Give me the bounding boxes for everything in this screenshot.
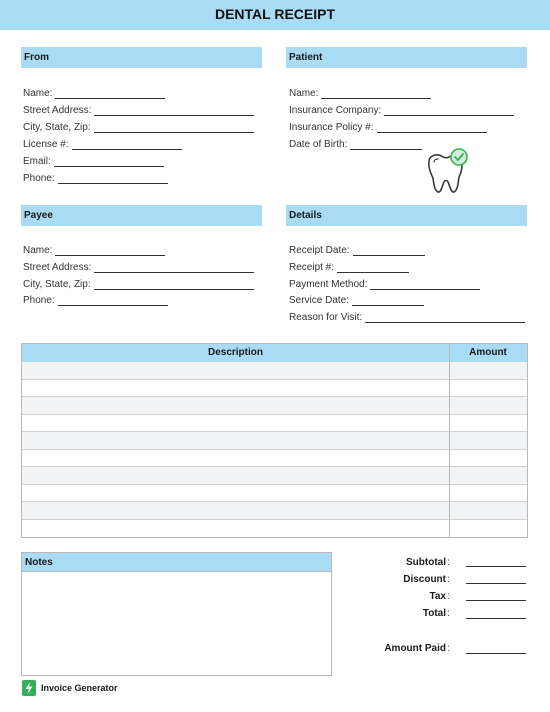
discount-colon: :: [447, 574, 450, 585]
payee-name-field[interactable]: [23, 244, 165, 258]
patient-name-field[interactable]: [289, 87, 431, 101]
patient-policy-field[interactable]: [289, 121, 487, 135]
table-row[interactable]: [22, 432, 527, 450]
field-label: Phone:: [23, 295, 55, 306]
payee-heading: Payee: [21, 205, 262, 226]
amount-column-header: Amount: [469, 347, 507, 358]
amount-paid-colon: :: [447, 643, 450, 654]
service-date-field[interactable]: [289, 294, 424, 308]
field-label: Insurance Policy #:: [289, 122, 374, 133]
reason-for-visit-field[interactable]: [289, 311, 525, 325]
field-blank[interactable]: [54, 155, 164, 167]
field-label: Receipt #:: [289, 262, 335, 273]
field-blank[interactable]: [94, 261, 254, 273]
tax-colon: :: [447, 591, 450, 602]
field-blank[interactable]: [384, 104, 514, 116]
field-blank[interactable]: [72, 138, 182, 150]
amount-paid-value-line[interactable]: [466, 653, 526, 654]
field-label: License #:: [23, 139, 69, 150]
field-blank[interactable]: [58, 294, 168, 306]
field-label: Service Date:: [289, 295, 350, 306]
table-row[interactable]: [22, 485, 527, 503]
amount-paid-label: Amount Paid: [384, 643, 446, 654]
field-label: Phone:: [23, 173, 55, 184]
field-label: Payment Method:: [289, 279, 368, 290]
from-city-field[interactable]: [23, 121, 254, 135]
table-row[interactable]: [22, 397, 527, 415]
notes-heading: Notes: [22, 553, 331, 572]
field-label: Insurance Company:: [289, 105, 382, 116]
from-street-field[interactable]: [23, 104, 254, 118]
payment-method-field[interactable]: [289, 278, 480, 292]
tax-value-line[interactable]: [466, 600, 526, 601]
field-blank[interactable]: [58, 172, 168, 184]
total-value-line[interactable]: [466, 618, 526, 619]
field-blank[interactable]: [377, 121, 487, 133]
table-row[interactable]: [22, 415, 527, 433]
field-blank[interactable]: [352, 294, 424, 306]
from-email-field[interactable]: [23, 155, 164, 169]
field-blank[interactable]: [370, 278, 480, 290]
patient-dob-field[interactable]: [289, 138, 422, 152]
table-row[interactable]: [22, 520, 527, 538]
field-blank[interactable]: [337, 261, 409, 273]
subtotal-colon: :: [447, 557, 450, 568]
tax-label: Tax: [429, 591, 446, 602]
field-label: Name:: [23, 245, 53, 256]
payee-city-field[interactable]: [23, 278, 254, 292]
document-title: DENTAL RECEIPT: [214, 6, 336, 22]
field-label: Name:: [23, 88, 53, 99]
patient-insurance-company-field[interactable]: [289, 104, 514, 118]
discount-value-line[interactable]: [466, 583, 526, 584]
field-blank[interactable]: [94, 278, 254, 290]
table-header: [22, 344, 527, 363]
patient-heading: Patient: [286, 47, 527, 68]
items-table: [21, 343, 528, 538]
field-blank[interactable]: [365, 311, 525, 323]
field-blank[interactable]: [94, 121, 254, 133]
field-blank[interactable]: [321, 87, 431, 99]
payee-street-field[interactable]: [23, 261, 254, 275]
invoice-generator-logo-icon: [22, 680, 36, 696]
description-column-header: Description: [207, 347, 263, 358]
from-phone-field[interactable]: [23, 172, 168, 186]
table-row[interactable]: [22, 502, 527, 520]
discount-label: Discount: [403, 574, 446, 585]
field-blank[interactable]: [94, 104, 254, 116]
table-row[interactable]: [22, 467, 527, 485]
tooth-check-icon: [425, 146, 471, 196]
table-row[interactable]: [22, 362, 527, 380]
field-label: Email:: [23, 156, 51, 167]
from-heading: From: [21, 47, 262, 68]
table-row[interactable]: [22, 380, 527, 398]
field-blank[interactable]: [353, 244, 425, 256]
from-name-field[interactable]: [23, 87, 165, 101]
total-label: Total: [422, 608, 446, 619]
field-blank[interactable]: [350, 138, 422, 150]
field-label: Street Address:: [23, 262, 92, 273]
subtotal-label: Subtotal: [406, 557, 446, 568]
field-label: Reason for Visit:: [289, 312, 363, 323]
payee-phone-field[interactable]: [23, 294, 168, 308]
total-colon: :: [447, 608, 450, 619]
field-blank[interactable]: [55, 87, 165, 99]
receipt-date-field[interactable]: [289, 244, 425, 258]
notes-box[interactable]: [21, 552, 332, 676]
field-blank[interactable]: [55, 244, 165, 256]
field-label: Date of Birth:: [289, 139, 348, 150]
from-license-field[interactable]: [23, 138, 182, 152]
subtotal-value-line[interactable]: [466, 566, 526, 567]
invoice-generator-brand[interactable]: Invoice Generator: [41, 683, 118, 693]
table-row[interactable]: [22, 450, 527, 468]
field-label: Receipt Date:: [289, 245, 350, 256]
field-label: City, State, Zip:: [23, 279, 91, 290]
field-label: City, State, Zip:: [23, 122, 91, 133]
receipt-number-field[interactable]: [289, 261, 409, 275]
details-heading: Details: [286, 205, 527, 226]
field-label: Street Address:: [23, 105, 92, 116]
column-divider: [449, 344, 450, 537]
field-label: Name:: [289, 88, 319, 99]
